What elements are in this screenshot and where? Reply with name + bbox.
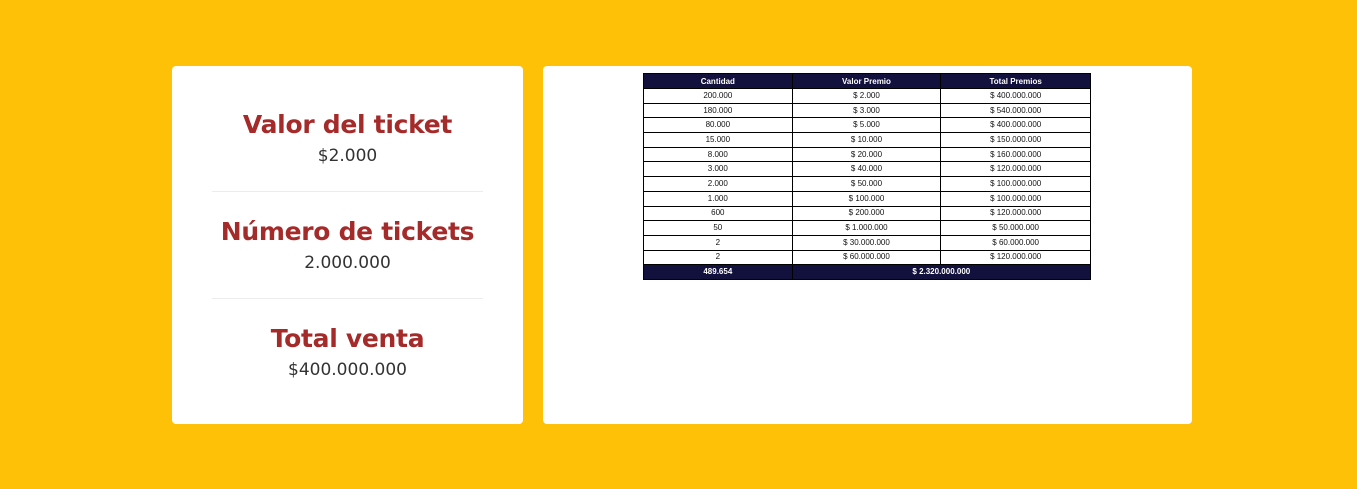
table-row bbox=[644, 118, 1091, 133]
cell-cantidad: 80.000 bbox=[644, 118, 793, 133]
table-row bbox=[644, 133, 1091, 148]
cell-total-premios: $ 150.000.000 bbox=[941, 133, 1091, 148]
cell-total-premios: $ 60.000.000 bbox=[941, 235, 1091, 250]
cell-valor-premio: $ 40.000 bbox=[792, 162, 941, 177]
cell-total-premios: $ 100.000.000 bbox=[941, 191, 1091, 206]
cell-cantidad: 2 bbox=[644, 250, 793, 265]
prize-table bbox=[643, 73, 1091, 280]
cell-cantidad: 180.000 bbox=[644, 103, 793, 118]
table-row bbox=[644, 147, 1091, 162]
cell-cantidad: 200.000 bbox=[644, 89, 793, 104]
stat-label: Número de tickets bbox=[220, 217, 475, 246]
table-row bbox=[644, 235, 1091, 250]
cell-valor-premio: $ 2.000 bbox=[792, 89, 941, 104]
cell-cantidad: 1.000 bbox=[644, 191, 793, 206]
ticket-summary-card bbox=[172, 66, 523, 424]
column-header-valor-premio: Valor Premio bbox=[792, 74, 941, 89]
stat-ticket-value bbox=[212, 84, 483, 191]
table-row bbox=[644, 89, 1091, 104]
cell-cantidad: 600 bbox=[644, 206, 793, 221]
cell-total-premios: $ 120.000.000 bbox=[941, 250, 1091, 265]
cell-cantidad: 50 bbox=[644, 221, 793, 236]
cell-valor-premio: $ 3.000 bbox=[792, 103, 941, 118]
cell-total-premios: $ 120.000.000 bbox=[941, 206, 1091, 221]
cell-total-premios: $ 400.000.000 bbox=[941, 118, 1091, 133]
table-header-row bbox=[644, 74, 1091, 89]
table-row bbox=[644, 206, 1091, 221]
table-row bbox=[644, 221, 1091, 236]
cell-cantidad: 3.000 bbox=[644, 162, 793, 177]
cell-total-premios: $ 400.000.000 bbox=[941, 89, 1091, 104]
column-header-total-premios: Total Premios bbox=[941, 74, 1091, 89]
cell-valor-premio: $ 200.000 bbox=[792, 206, 941, 221]
table-row bbox=[644, 250, 1091, 265]
cell-valor-premio: $ 5.000 bbox=[792, 118, 941, 133]
column-header-cantidad: Cantidad bbox=[644, 74, 793, 89]
cell-total-premios: $ 160.000.000 bbox=[941, 147, 1091, 162]
cell-cantidad: 2 bbox=[644, 235, 793, 250]
stat-ticket-count bbox=[212, 191, 483, 298]
cell-valor-premio: $ 10.000 bbox=[792, 133, 941, 148]
cell-total-premios: $ 120.000.000 bbox=[941, 162, 1091, 177]
cell-valor-premio: $ 60.000.000 bbox=[792, 250, 941, 265]
cell-total-premios: $ 540.000.000 bbox=[941, 103, 1091, 118]
cell-valor-premio: $ 100.000 bbox=[792, 191, 941, 206]
table-total-row bbox=[644, 265, 1091, 280]
stat-label: Valor del ticket bbox=[242, 109, 453, 139]
prize-table-card bbox=[543, 66, 1192, 424]
cell-valor-premio: $ 30.000.000 bbox=[792, 235, 941, 250]
cell-cantidad: 8.000 bbox=[644, 147, 793, 162]
stat-label: Total venta bbox=[270, 324, 425, 353]
cell-total-premios: $ 50.000.000 bbox=[941, 221, 1091, 236]
stat-value: 2.000.000 bbox=[304, 253, 391, 273]
total-cantidad: 489.654 bbox=[644, 265, 793, 280]
table-row bbox=[644, 191, 1091, 206]
table-row bbox=[644, 162, 1091, 177]
table-row bbox=[644, 177, 1091, 192]
cell-cantidad: 2.000 bbox=[644, 177, 793, 192]
stat-total-sales bbox=[212, 298, 483, 405]
table-row bbox=[644, 103, 1091, 118]
cell-cantidad: 15.000 bbox=[644, 133, 793, 148]
cell-valor-premio: $ 20.000 bbox=[792, 147, 941, 162]
cell-valor-premio: $ 50.000 bbox=[792, 177, 941, 192]
cell-valor-premio: $ 1.000.000 bbox=[792, 221, 941, 236]
stat-value: $2.000 bbox=[317, 145, 378, 166]
total-premios: $ 2.320.000.000 bbox=[792, 265, 1090, 280]
stat-value: $400.000.000 bbox=[288, 360, 407, 380]
cell-total-premios: $ 100.000.000 bbox=[941, 177, 1091, 192]
